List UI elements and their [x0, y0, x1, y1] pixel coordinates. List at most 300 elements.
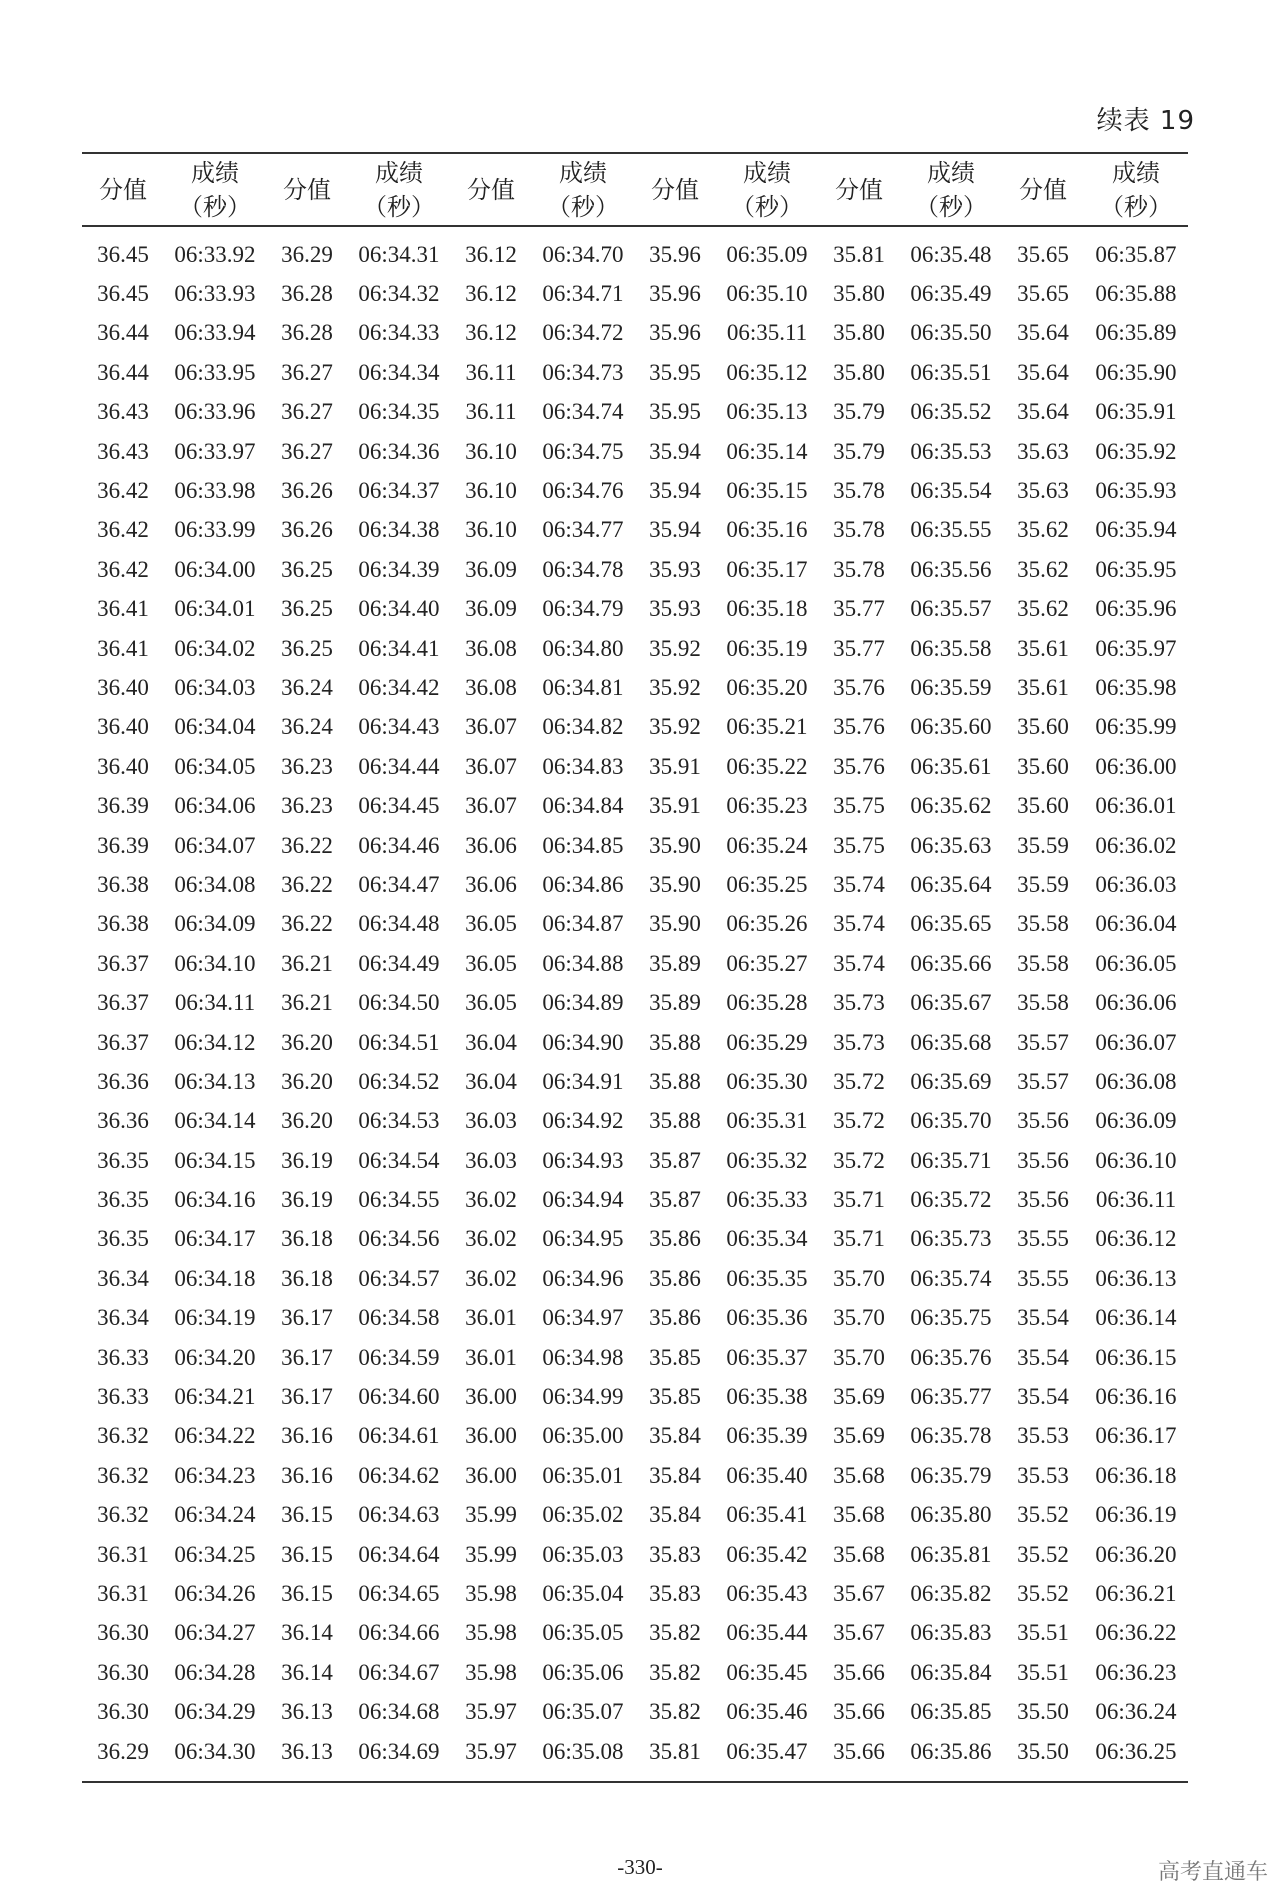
score-cell: 36.13 — [281, 1738, 333, 1764]
result-cell: 06:35.07 — [542, 1699, 624, 1725]
score-cell: 36.02 — [465, 1187, 517, 1213]
score-cell: 36.06 — [465, 832, 517, 858]
score-cell: 35.56 — [1017, 1187, 1069, 1213]
result-cell: 06:34.18 — [174, 1265, 256, 1291]
result-cell: 06:35.58 — [910, 635, 992, 661]
score-cell: 36.42 — [97, 517, 149, 543]
result-cell: 06:34.30 — [174, 1738, 256, 1764]
score-cell: 35.92 — [649, 674, 701, 700]
score-cell: 35.62 — [1017, 517, 1069, 543]
result-cell: 06:36.08 — [1095, 1068, 1177, 1094]
score-cell: 35.54 — [1017, 1384, 1069, 1410]
table-row — [82, 629, 1188, 668]
score-cell: 35.91 — [649, 793, 701, 819]
score-cell: 35.74 — [833, 871, 885, 897]
result-cell: 06:36.04 — [1095, 911, 1177, 937]
result-cell: 06:35.69 — [910, 1068, 992, 1094]
score-cell: 35.53 — [1017, 1462, 1069, 1488]
score-cell: 35.90 — [649, 832, 701, 858]
result-cell: 06:35.94 — [1095, 517, 1177, 543]
score-cell: 36.29 — [281, 241, 333, 267]
result-cell: 06:33.98 — [174, 478, 256, 504]
header-result-unit: （秒） — [731, 192, 803, 221]
score-cell: 36.12 — [465, 281, 517, 307]
result-cell: 06:35.01 — [542, 1462, 624, 1488]
score-cell: 35.82 — [649, 1659, 701, 1685]
result-cell: 06:34.69 — [358, 1738, 440, 1764]
score-cell: 36.08 — [465, 674, 517, 700]
score-cell: 36.05 — [465, 911, 517, 937]
result-cell: 06:35.36 — [726, 1305, 808, 1331]
header-result-unit: （秒） — [363, 192, 435, 221]
score-cell: 36.37 — [97, 990, 149, 1016]
result-cell: 06:35.31 — [726, 1108, 808, 1134]
result-cell: 06:34.89 — [542, 990, 624, 1016]
result-cell: 06:35.77 — [910, 1384, 992, 1410]
score-cell: 35.61 — [1017, 674, 1069, 700]
result-cell: 06:34.40 — [358, 596, 440, 622]
result-cell: 06:33.93 — [174, 281, 256, 307]
score-cell: 35.59 — [1017, 832, 1069, 858]
result-cell: 06:35.25 — [726, 871, 808, 897]
score-cell: 35.68 — [833, 1541, 885, 1567]
table-row — [82, 1220, 1188, 1259]
score-cell: 35.88 — [649, 1029, 701, 1055]
score-cell: 36.32 — [97, 1423, 149, 1449]
table-row — [82, 983, 1188, 1022]
result-cell: 06:35.92 — [1095, 438, 1177, 464]
score-cell: 36.09 — [465, 596, 517, 622]
table-body — [82, 226, 1188, 1782]
score-cell: 35.63 — [1017, 478, 1069, 504]
result-cell: 06:34.19 — [174, 1305, 256, 1331]
score-cell: 35.51 — [1017, 1620, 1069, 1646]
score-cell: 36.02 — [465, 1226, 517, 1252]
score-cell: 35.51 — [1017, 1659, 1069, 1685]
result-cell: 06:34.57 — [358, 1265, 440, 1291]
score-cell: 36.45 — [97, 281, 149, 307]
result-cell: 06:34.71 — [542, 281, 624, 307]
table-row — [82, 708, 1188, 747]
result-cell: 06:34.43 — [358, 714, 440, 740]
result-cell: 06:34.41 — [358, 635, 440, 661]
result-cell: 06:35.40 — [726, 1462, 808, 1488]
result-cell: 06:35.62 — [910, 793, 992, 819]
result-cell: 06:35.06 — [542, 1659, 624, 1685]
result-cell: 06:35.79 — [910, 1462, 992, 1488]
table-row — [82, 1062, 1188, 1101]
score-cell: 35.91 — [649, 753, 701, 779]
result-cell: 06:35.27 — [726, 950, 808, 976]
score-cell: 35.79 — [833, 399, 885, 425]
score-cell: 36.02 — [465, 1265, 517, 1291]
result-cell: 06:34.01 — [174, 596, 256, 622]
result-cell: 06:35.57 — [910, 596, 992, 622]
score-cell: 35.94 — [649, 517, 701, 543]
score-cell: 36.39 — [97, 832, 149, 858]
score-cell: 36.10 — [465, 438, 517, 464]
score-cell: 36.08 — [465, 635, 517, 661]
result-cell: 06:35.41 — [726, 1502, 808, 1528]
score-cell: 35.69 — [833, 1384, 885, 1410]
result-cell: 06:35.91 — [1095, 399, 1177, 425]
result-cell: 06:36.11 — [1095, 1187, 1177, 1213]
score-cell: 36.23 — [281, 793, 333, 819]
result-cell: 06:34.65 — [358, 1580, 440, 1606]
header-result-label: 成绩 — [559, 158, 607, 187]
result-cell: 06:36.15 — [1095, 1344, 1177, 1370]
table-row — [82, 432, 1188, 471]
score-cell: 36.10 — [465, 478, 517, 504]
score-cell: 35.60 — [1017, 714, 1069, 740]
score-cell: 36.01 — [465, 1305, 517, 1331]
score-cell: 36.33 — [97, 1344, 149, 1370]
result-cell: 06:35.95 — [1095, 556, 1177, 582]
result-cell: 06:34.36 — [358, 438, 440, 464]
score-cell: 36.35 — [97, 1147, 149, 1173]
result-cell: 06:35.50 — [910, 320, 992, 346]
score-cell: 35.75 — [833, 832, 885, 858]
score-cell: 35.93 — [649, 596, 701, 622]
result-cell: 06:34.09 — [174, 911, 256, 937]
result-cell: 06:36.12 — [1095, 1226, 1177, 1252]
score-cell: 35.96 — [649, 241, 701, 267]
result-cell: 06:34.17 — [174, 1226, 256, 1252]
result-cell: 06:34.99 — [542, 1384, 624, 1410]
table-row — [82, 865, 1188, 904]
result-cell: 06:35.97 — [1095, 635, 1177, 661]
result-cell: 06:34.98 — [542, 1344, 624, 1370]
result-cell: 06:36.16 — [1095, 1384, 1177, 1410]
score-cell: 36.00 — [465, 1423, 517, 1449]
result-cell: 06:34.55 — [358, 1187, 440, 1213]
score-cell: 36.24 — [281, 714, 333, 740]
result-cell: 06:35.86 — [910, 1738, 992, 1764]
score-cell: 35.78 — [833, 517, 885, 543]
result-cell: 06:34.72 — [542, 320, 624, 346]
score-cell: 36.27 — [281, 438, 333, 464]
result-cell: 06:34.77 — [542, 517, 624, 543]
score-cell: 36.24 — [281, 674, 333, 700]
result-cell: 06:34.04 — [174, 714, 256, 740]
result-cell: 06:36.25 — [1095, 1738, 1177, 1764]
result-cell: 06:34.49 — [358, 950, 440, 976]
result-cell: 06:34.52 — [358, 1068, 440, 1094]
result-cell: 06:35.78 — [910, 1423, 992, 1449]
score-cell: 36.34 — [97, 1305, 149, 1331]
result-cell: 06:35.44 — [726, 1620, 808, 1646]
table-row — [82, 1377, 1188, 1416]
score-cell: 35.95 — [649, 399, 701, 425]
table-row — [82, 1535, 1188, 1574]
result-cell: 06:34.05 — [174, 753, 256, 779]
table-row — [82, 786, 1188, 825]
result-cell: 06:35.72 — [910, 1187, 992, 1213]
score-cell: 36.37 — [97, 950, 149, 976]
result-cell: 06:34.61 — [358, 1423, 440, 1449]
result-cell: 06:34.22 — [174, 1423, 256, 1449]
result-cell: 06:35.17 — [726, 556, 808, 582]
table-row — [82, 471, 1188, 510]
result-cell: 06:35.28 — [726, 990, 808, 1016]
result-cell: 06:36.13 — [1095, 1265, 1177, 1291]
score-cell: 36.23 — [281, 753, 333, 779]
result-cell: 06:33.99 — [174, 517, 256, 543]
table-row — [82, 1456, 1188, 1495]
score-cell: 36.35 — [97, 1187, 149, 1213]
result-cell: 06:34.78 — [542, 556, 624, 582]
score-cell: 36.25 — [281, 556, 333, 582]
score-cell: 35.89 — [649, 950, 701, 976]
score-cell: 36.41 — [97, 596, 149, 622]
result-cell: 06:35.16 — [726, 517, 808, 543]
score-cell: 36.05 — [465, 950, 517, 976]
table-row — [82, 1692, 1188, 1731]
result-cell: 06:34.53 — [358, 1108, 440, 1134]
score-cell: 35.66 — [833, 1738, 885, 1764]
result-cell: 06:36.05 — [1095, 950, 1177, 976]
score-table — [82, 152, 1188, 1783]
score-cell: 35.65 — [1017, 241, 1069, 267]
result-cell: 06:34.84 — [542, 793, 624, 819]
score-cell: 35.98 — [465, 1659, 517, 1685]
score-cell: 36.20 — [281, 1108, 333, 1134]
score-cell: 35.84 — [649, 1502, 701, 1528]
score-cell: 36.39 — [97, 793, 149, 819]
result-cell: 06:35.59 — [910, 674, 992, 700]
header-result-label: 成绩 — [743, 158, 791, 187]
score-cell: 36.03 — [465, 1147, 517, 1173]
score-cell: 35.70 — [833, 1344, 885, 1370]
score-cell: 35.94 — [649, 438, 701, 464]
result-cell: 06:34.32 — [358, 281, 440, 307]
score-cell: 35.84 — [649, 1462, 701, 1488]
score-cell: 35.69 — [833, 1423, 885, 1449]
result-cell: 06:35.48 — [910, 241, 992, 267]
score-cell: 35.54 — [1017, 1344, 1069, 1370]
result-cell: 06:35.51 — [910, 359, 992, 385]
score-cell: 35.62 — [1017, 556, 1069, 582]
score-cell: 36.36 — [97, 1108, 149, 1134]
result-cell: 06:35.83 — [910, 1620, 992, 1646]
table-row — [82, 1102, 1188, 1141]
result-cell: 06:35.67 — [910, 990, 992, 1016]
result-cell: 06:36.00 — [1095, 753, 1177, 779]
score-cell: 35.73 — [833, 1029, 885, 1055]
score-cell: 35.86 — [649, 1226, 701, 1252]
result-cell: 06:34.07 — [174, 832, 256, 858]
score-cell: 36.07 — [465, 714, 517, 740]
result-cell: 06:34.00 — [174, 556, 256, 582]
score-cell: 35.90 — [649, 911, 701, 937]
header-result-label: 成绩 — [191, 158, 239, 187]
result-cell: 06:34.42 — [358, 674, 440, 700]
score-cell: 35.86 — [649, 1265, 701, 1291]
result-cell: 06:34.70 — [542, 241, 624, 267]
result-cell: 06:36.09 — [1095, 1108, 1177, 1134]
result-cell: 06:35.87 — [1095, 241, 1177, 267]
score-cell: 36.00 — [465, 1462, 517, 1488]
score-cell: 35.77 — [833, 596, 885, 622]
result-cell: 06:35.66 — [910, 950, 992, 976]
score-cell: 36.32 — [97, 1502, 149, 1528]
result-cell: 06:35.99 — [1095, 714, 1177, 740]
result-cell: 06:35.05 — [542, 1620, 624, 1646]
score-cell: 35.55 — [1017, 1265, 1069, 1291]
result-cell: 06:34.26 — [174, 1580, 256, 1606]
score-cell: 35.61 — [1017, 635, 1069, 661]
result-cell: 06:36.14 — [1095, 1305, 1177, 1331]
result-cell: 06:33.94 — [174, 320, 256, 346]
header-result — [348, 153, 450, 226]
score-cell: 35.71 — [833, 1226, 885, 1252]
table-row — [82, 1299, 1188, 1338]
result-cell: 06:34.56 — [358, 1226, 440, 1252]
score-cell: 35.58 — [1017, 950, 1069, 976]
score-cell: 35.64 — [1017, 320, 1069, 346]
result-cell: 06:36.22 — [1095, 1620, 1177, 1646]
score-cell: 35.97 — [465, 1699, 517, 1725]
watermark-text: 高考直通车 — [1157, 1860, 1268, 1885]
table-row — [82, 1614, 1188, 1653]
score-cell: 36.19 — [281, 1147, 333, 1173]
score-cell: 36.34 — [97, 1265, 149, 1291]
table-row — [82, 314, 1188, 353]
result-cell: 06:34.88 — [542, 950, 624, 976]
result-cell: 06:34.08 — [174, 871, 256, 897]
result-cell: 06:34.83 — [542, 753, 624, 779]
result-cell: 06:34.75 — [542, 438, 624, 464]
score-cell: 35.60 — [1017, 793, 1069, 819]
table-header — [82, 153, 1188, 226]
result-cell: 06:35.22 — [726, 753, 808, 779]
score-cell: 35.97 — [465, 1738, 517, 1764]
score-cell: 35.56 — [1017, 1147, 1069, 1173]
score-cell: 36.22 — [281, 911, 333, 937]
score-cell: 35.99 — [465, 1502, 517, 1528]
result-cell: 06:35.65 — [910, 911, 992, 937]
score-cell: 35.79 — [833, 438, 885, 464]
score-cell: 35.50 — [1017, 1738, 1069, 1764]
result-cell: 06:35.47 — [726, 1738, 808, 1764]
result-cell: 06:36.18 — [1095, 1462, 1177, 1488]
score-cell: 35.88 — [649, 1068, 701, 1094]
result-cell: 06:35.23 — [726, 793, 808, 819]
header-result — [900, 153, 1002, 226]
result-cell: 06:36.10 — [1095, 1147, 1177, 1173]
header-result-unit: （秒） — [915, 192, 987, 221]
score-cell: 36.21 — [281, 990, 333, 1016]
result-cell: 06:34.66 — [358, 1620, 440, 1646]
score-cell: 36.27 — [281, 359, 333, 385]
result-cell: 06:35.61 — [910, 753, 992, 779]
result-cell: 06:34.03 — [174, 674, 256, 700]
result-cell: 06:34.85 — [542, 832, 624, 858]
result-cell: 06:35.71 — [910, 1147, 992, 1173]
result-cell: 06:34.74 — [542, 399, 624, 425]
score-cell: 35.72 — [833, 1147, 885, 1173]
result-cell: 06:35.60 — [910, 714, 992, 740]
result-cell: 06:34.87 — [542, 911, 624, 937]
result-cell: 06:35.89 — [1095, 320, 1177, 346]
result-cell: 06:34.96 — [542, 1265, 624, 1291]
table-row — [82, 1141, 1188, 1180]
table-caption: 续表 19 — [1096, 106, 1195, 136]
result-cell: 06:35.75 — [910, 1305, 992, 1331]
score-cell: 35.73 — [833, 990, 885, 1016]
result-cell: 06:34.33 — [358, 320, 440, 346]
score-cell: 35.98 — [465, 1620, 517, 1646]
score-cell: 35.95 — [649, 359, 701, 385]
score-cell: 35.78 — [833, 478, 885, 504]
score-cell: 36.22 — [281, 832, 333, 858]
score-cell: 35.63 — [1017, 438, 1069, 464]
score-cell: 35.57 — [1017, 1068, 1069, 1094]
result-cell: 06:34.27 — [174, 1620, 256, 1646]
header-score: 分值 — [99, 175, 147, 204]
result-cell: 06:34.46 — [358, 832, 440, 858]
score-cell: 35.66 — [833, 1659, 885, 1685]
table-row — [82, 226, 1188, 274]
result-cell: 06:35.80 — [910, 1502, 992, 1528]
score-cell: 35.50 — [1017, 1699, 1069, 1725]
header-score: 分值 — [835, 175, 883, 204]
result-cell: 06:34.25 — [174, 1541, 256, 1567]
result-cell: 06:35.30 — [726, 1068, 808, 1094]
header-result-label: 成绩 — [927, 158, 975, 187]
result-cell: 06:36.20 — [1095, 1541, 1177, 1567]
table-row — [82, 1653, 1188, 1692]
score-cell: 36.26 — [281, 517, 333, 543]
score-cell: 35.83 — [649, 1541, 701, 1567]
score-cell: 35.82 — [649, 1620, 701, 1646]
score-cell: 35.78 — [833, 556, 885, 582]
result-cell: 06:34.13 — [174, 1068, 256, 1094]
table-row — [82, 826, 1188, 865]
score-cell: 36.18 — [281, 1226, 333, 1252]
score-cell: 36.12 — [465, 241, 517, 267]
score-cell: 35.87 — [649, 1187, 701, 1213]
table-row — [82, 1496, 1188, 1535]
score-cell: 36.15 — [281, 1580, 333, 1606]
result-cell: 06:34.81 — [542, 674, 624, 700]
result-cell: 06:34.20 — [174, 1344, 256, 1370]
score-cell: 35.87 — [649, 1147, 701, 1173]
score-cell: 36.04 — [465, 1068, 517, 1094]
result-cell: 06:34.29 — [174, 1699, 256, 1725]
result-cell: 06:35.11 — [726, 320, 808, 346]
result-cell: 06:35.93 — [1095, 478, 1177, 504]
table-row — [82, 511, 1188, 550]
score-cell: 36.11 — [465, 359, 517, 385]
result-cell: 06:35.15 — [726, 478, 808, 504]
result-cell: 06:35.54 — [910, 478, 992, 504]
result-cell: 06:35.84 — [910, 1659, 992, 1685]
score-cell: 35.90 — [649, 871, 701, 897]
result-cell: 06:34.82 — [542, 714, 624, 740]
result-cell: 06:34.35 — [358, 399, 440, 425]
result-cell: 06:35.45 — [726, 1659, 808, 1685]
score-cell: 35.56 — [1017, 1108, 1069, 1134]
score-cell: 36.40 — [97, 674, 149, 700]
result-cell: 06:34.21 — [174, 1384, 256, 1410]
score-cell: 36.27 — [281, 399, 333, 425]
result-cell: 06:33.96 — [174, 399, 256, 425]
result-cell: 06:33.95 — [174, 359, 256, 385]
result-cell: 06:35.49 — [910, 281, 992, 307]
result-cell: 06:34.50 — [358, 990, 440, 1016]
result-cell: 06:36.01 — [1095, 793, 1177, 819]
